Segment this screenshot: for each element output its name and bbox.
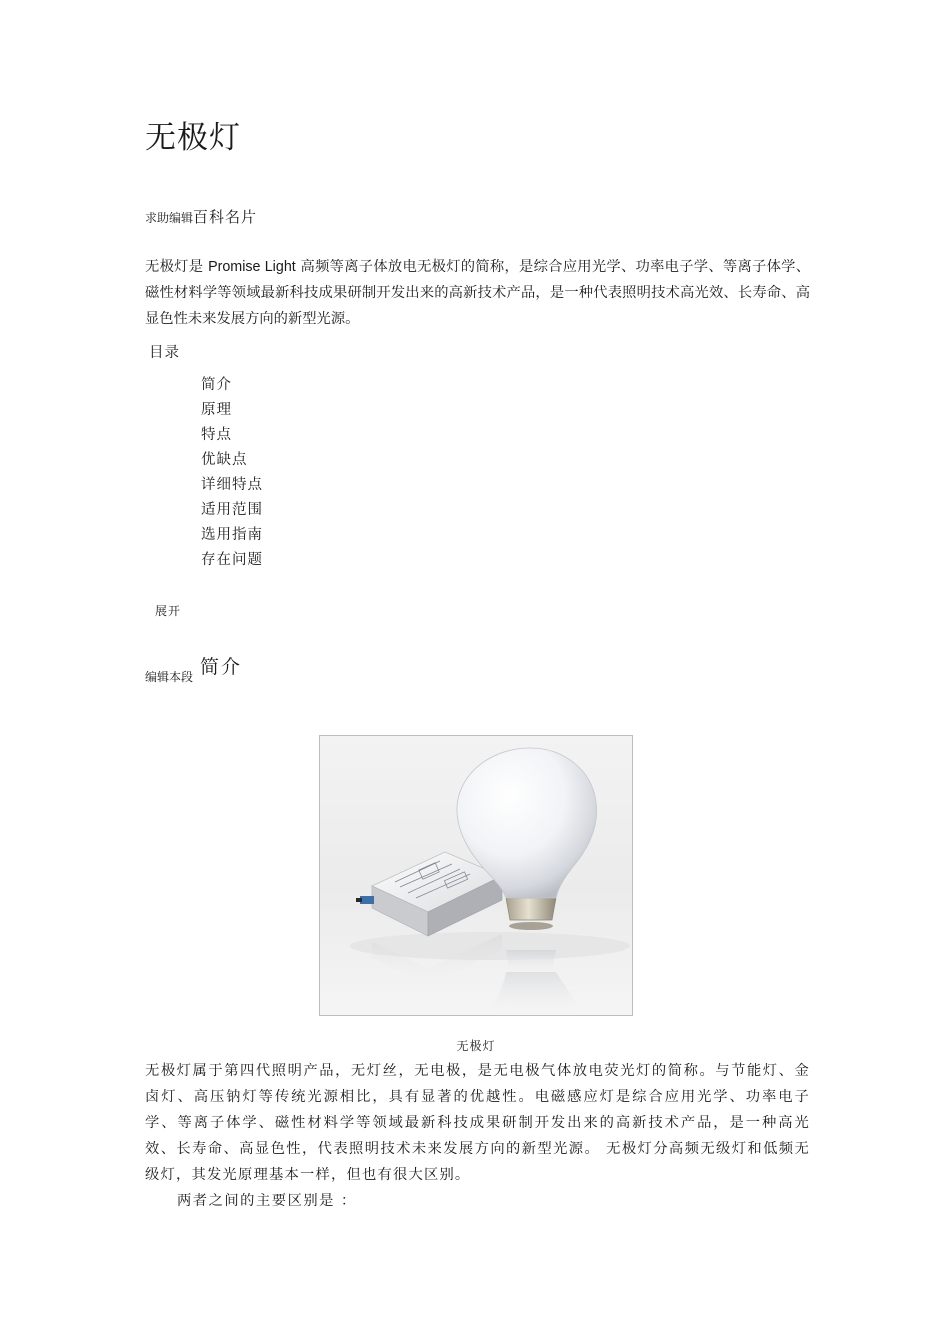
lamp-illustration	[320, 736, 632, 1015]
help-edit-link[interactable]: 求助编辑	[145, 211, 194, 225]
toc-item[interactable]: 原理	[201, 402, 232, 418]
toc-list	[201, 373, 263, 573]
toc-item[interactable]: 特点	[201, 427, 232, 443]
lamp-photo	[319, 735, 633, 1016]
toc-item[interactable]: 优缺点	[201, 452, 248, 468]
toc-item[interactable]: 详细特点	[201, 477, 263, 493]
toc-item[interactable]: 简介	[201, 377, 232, 393]
intro-text-after: 高频等离子体放电无极灯的简称，是综合应用光学、功率电子学、等离子体学、磁性材料学等领域最新科技成果研制开发出来的高新技术产品，是一种代表照明技术高光效、长寿命、高显色性未来发展方向的新型光源。	[145, 259, 810, 327]
intro-latin-name: Promise Light	[208, 259, 296, 275]
page-title: 无极灯	[145, 120, 241, 156]
toc-item[interactable]: 适用范围	[201, 502, 263, 518]
card-label: 百科名片	[193, 208, 258, 226]
figure-caption: 无极灯	[456, 1039, 496, 1053]
toc-item[interactable]: 存在问题	[201, 552, 263, 568]
toc-expand-link[interactable]: 展开	[155, 604, 182, 618]
edit-section-link[interactable]: 编辑本段	[145, 670, 194, 684]
body-paragraph: 无极灯属于第四代照明产品，无灯丝，无电极，是无电极气体放电荧光灯的简称。与节能灯、金卤灯、高压钠灯等传统光源相比，具有显著的优越性。电磁感应灯是综合应用光学、功率电子学、等离子体学、磁性材料学等领域最新科技成果研制开发出来的高新技术产品，是一种高光效、长寿命、高显色性，代表照明技术未来发展方向的新型光源。 无极灯分高频无级灯和低频无级灯，其发光原理基本一样，但也有很大区别。	[145, 1063, 810, 1183]
intro-text-before: 无极灯是	[145, 259, 209, 275]
toc-title: 目录	[149, 345, 180, 361]
body-paragraph-2: 两者之间的主要区别是 ：	[177, 1193, 357, 1209]
toc-item[interactable]: 选用指南	[201, 527, 263, 543]
section-title: 简介	[200, 656, 243, 678]
subline	[145, 206, 257, 227]
intro-paragraph	[145, 254, 810, 332]
